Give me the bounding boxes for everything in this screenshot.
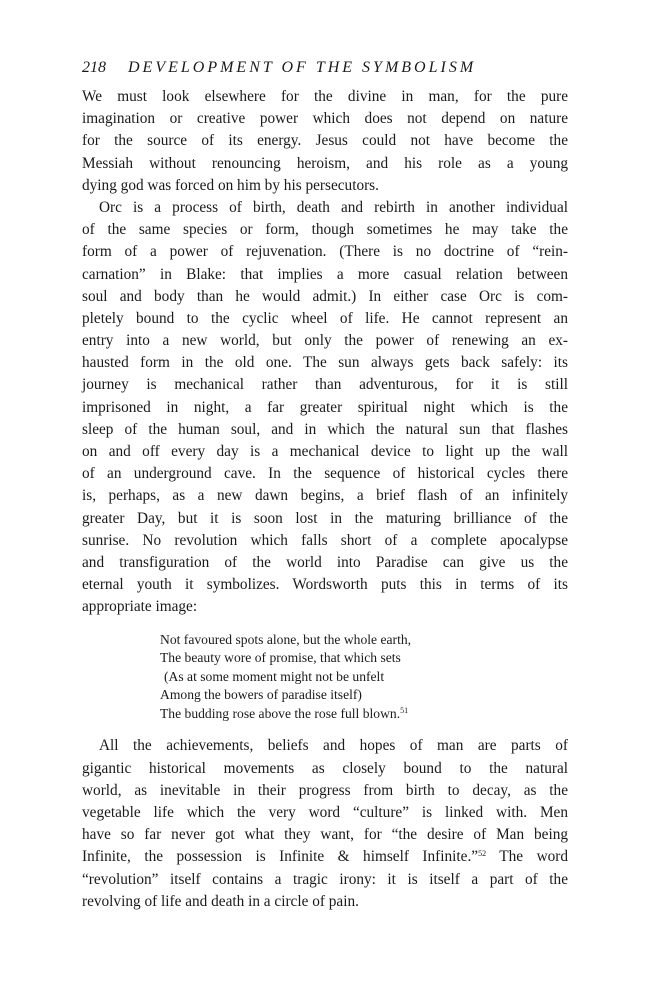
wordsworth-quote: [82, 631, 568, 724]
text-line: greater Day, but it is soon lost in the maturing brilliance of the: [82, 509, 568, 527]
text-line: imprisoned in night, a far greater spiritual night which is the: [82, 398, 568, 416]
text-line: eternal youth it symbolizes. Wordsworth puts this in terms of its: [82, 576, 568, 594]
text-line: “revolution” itself contains a tragic irony: it is itself a part of the: [82, 870, 568, 888]
text-line: We must look elsewhere for the divine in man, for the pure: [82, 88, 568, 105]
quote-line-text: The budding rose above the rose full blown.: [160, 705, 401, 721]
book-page: [82, 58, 568, 913]
text-line: gigantic historical movements as closely bound to the natural: [82, 759, 568, 777]
quote-line: The beauty wore of promise, that which sets: [160, 650, 401, 666]
text-line: appropriate image:: [82, 598, 198, 616]
text-segment: The word: [486, 848, 569, 866]
text-line: of an underground cave. In the sequence of historical cycles there: [82, 465, 568, 483]
text-line: for the source of its energy. Jesus could not have become the: [82, 132, 568, 150]
text-line: All the achievements, beliefs and hopes of man are parts of: [99, 737, 568, 755]
text-line: is, perhaps, as a new dawn begins, a brief flash of an infinitely: [82, 487, 568, 505]
page-number: 218: [82, 59, 106, 76]
paragraph-historical-movements: [82, 735, 568, 913]
paragraph-orc-cycle: [82, 197, 568, 619]
text-line: Orc is a process of birth, death and rebirth in another individual: [99, 198, 568, 216]
text-line: form of a power of rejuvenation. (There is no doctrine of “rein-: [82, 243, 568, 261]
footnote-ref: 51: [400, 705, 409, 715]
text-line: and transfiguration of the world into Paradise can give us the: [82, 553, 568, 571]
text-line: dying god was forced on him by his persecutors.: [82, 176, 379, 194]
text-line: vegetable life which the very word “culture” is linked with. Men: [82, 804, 568, 822]
text-line: world, as inevitable in their progress from birth to decay, as the: [82, 781, 568, 799]
text-segment: Infinite, the possession is Infinite & himself Infinite.”: [82, 848, 479, 866]
quote-line-last: [160, 705, 568, 724]
quote-line: Not favoured spots alone, but the whole earth,: [160, 631, 412, 647]
text-line: entry into a new world, but only the power of renewing an ex-: [82, 332, 568, 350]
text-line: pletely bound to the cyclic wheel of life. He cannot represent an: [82, 309, 568, 327]
text-line: sleep of the human soul, and in which the natural sun that flashes: [82, 420, 568, 438]
running-head: [82, 58, 568, 78]
text-line: on and off every day is a mechanical device to light up the wall: [82, 443, 568, 460]
text-line: revolving of life and death in a circle of pain.: [82, 892, 359, 910]
text-line: soul and body than he would admit.) In either case Orc is com-: [82, 287, 568, 305]
running-title: DEVELOPMENT OF THE SYMBOLISM: [128, 59, 477, 76]
quote-line: Among the bowers of paradise itself): [160, 687, 362, 703]
text-line: have so far never got what they want, for “the desire of Man being: [82, 826, 568, 844]
text-line: sunrise. No revolution which falls short of a complete apocalypse: [82, 531, 568, 549]
text-line: Messiah without renouncing heroism, and his role as a young: [82, 154, 568, 172]
text-line-with-footnote: [82, 846, 568, 868]
quote-line: (As at some moment might not be unfelt: [164, 668, 385, 684]
text-line: carnation” in Blake: that implies a more casual relation between: [82, 265, 568, 283]
paragraph-divine-in-man: [82, 86, 568, 197]
text-line: journey is mechanical rather than adventurous, for it is still: [82, 376, 568, 394]
text-line: of the same species or form, though sometimes he may take the: [82, 221, 568, 239]
text-line: imagination or creative power which does not depend on nature: [82, 110, 568, 128]
text-line: hausted form in the old one. The sun always gets back safely: its: [82, 354, 568, 372]
footnote-ref: 52: [478, 849, 487, 859]
